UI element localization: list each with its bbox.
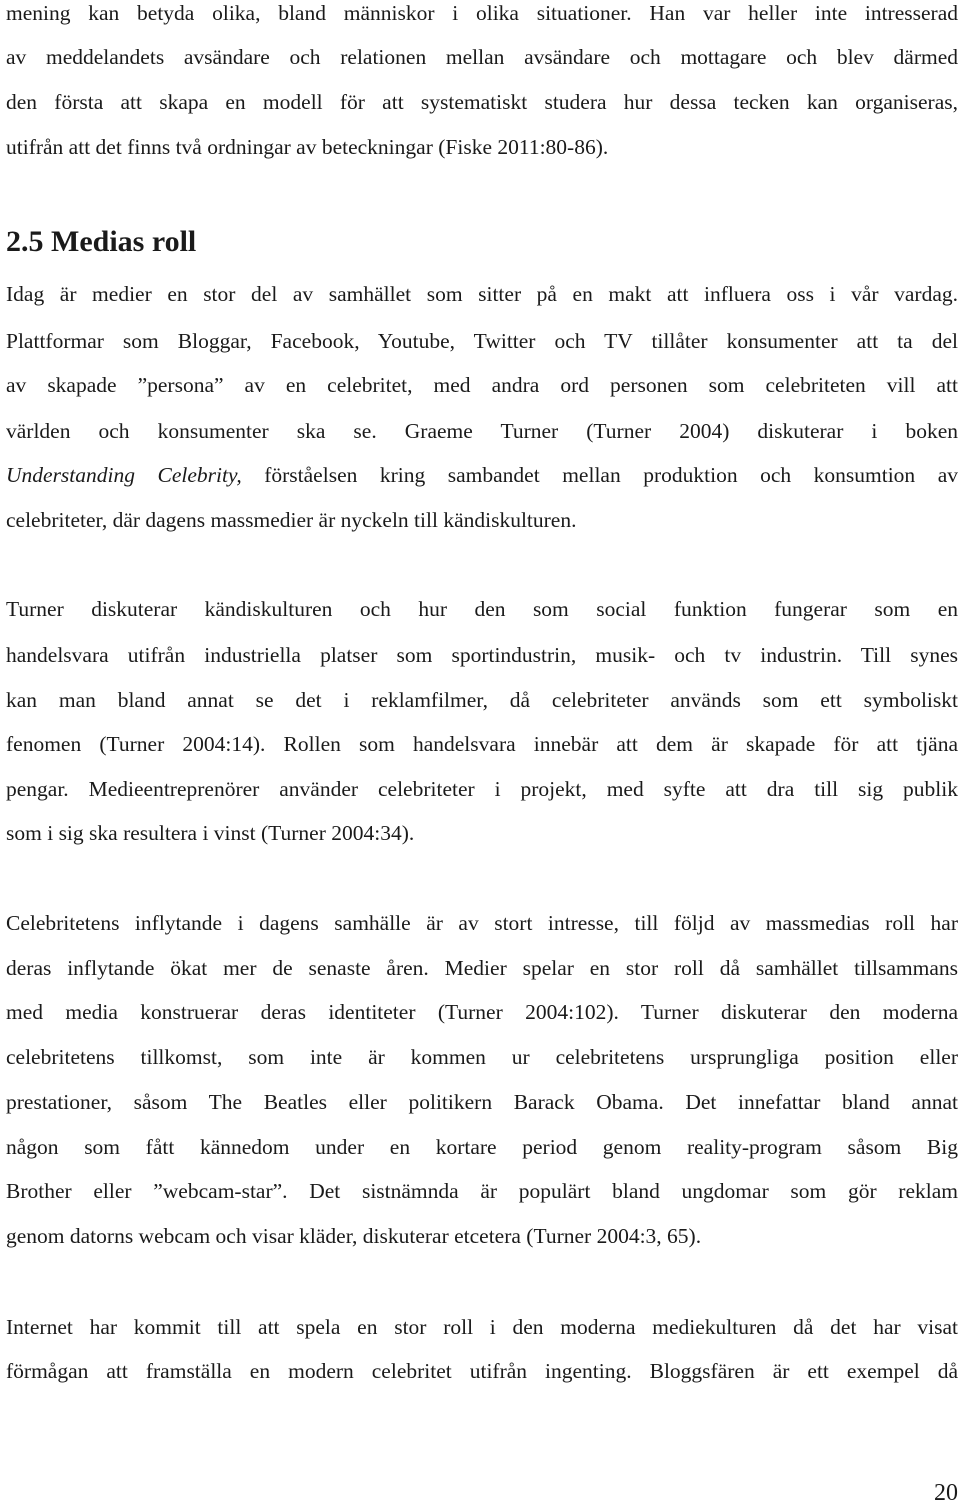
document-page (6, 0, 958, 1504)
text-line: deras inflytande ökat mer de senaste åren. Medier spelar en stor roll då samhället tillsammans (6, 956, 958, 980)
text-line: någon som fått kännedom under en kortare period genom reality-program såsom Big (6, 1135, 958, 1159)
text-line: kan man bland annat se det i reklamfilmer, då celebriteter används som ett symboliskt (6, 688, 958, 712)
text-span: förståelsen kring sambandet mellan produktion och konsumtion av (241, 463, 958, 487)
page-number: 20 (934, 1480, 958, 1506)
text-line: Turner diskuterar kändiskulturen och hur den som social funktion fungerar som en (6, 597, 958, 621)
text-line: Brother eller ”webcam-star”. Det sistnämnda är populärt bland ungdomar som gör reklam (6, 1179, 958, 1203)
text-line: celebritetens tillkomst, som inte är kommen ur celebritetens ursprungliga position eller (6, 1045, 958, 1069)
text-line: Idag är medier en stor del av samhället som sitter på en makt att influera oss i vår vardag. (6, 282, 958, 306)
text-line: Plattformar som Bloggar, Facebook, Youtube, Twitter och TV tillåter konsumenter att ta del (6, 329, 958, 353)
text-line: den första att skapa en modell för att systematiskt studera hur dessa tecken kan organiseras, (6, 90, 958, 114)
text-line: prestationer, såsom The Beatles eller politikern Barack Obama. Det innefattar bland annat (6, 1090, 958, 1114)
text-line-with-book-title (6, 460, 958, 490)
text-line: mening kan betyda olika, bland människor i olika situationer. Han var heller inte intresserad (6, 1, 958, 25)
text-line: handelsvara utifrån industriella platser som sportindustrin, musik- och tv industrin. Till synes (6, 643, 958, 667)
text-line: celebriteter, där dagens massmedier är nyckeln till kändiskulturen. (6, 508, 577, 532)
text-line: som i sig ska resultera i vinst (Turner 2004:34). (6, 821, 415, 845)
text-line: pengar. Medieentreprenörer använder celebriteter i projekt, med syfte att dra till sig publik (6, 777, 958, 801)
text-line: med media konstruerar deras identiteter (Turner 2004:102). Turner diskuterar den moderna (6, 1000, 958, 1024)
text-line: Celebritetens inflytande i dagens samhälle är av stort intresse, till följd av massmedias roll har (6, 911, 958, 935)
book-title: Understanding Celebrity, (6, 463, 242, 487)
text-line: av meddelandets avsändare och relationen mellan avsändare och mottagare och blev därmed (6, 45, 958, 69)
text-line: världen och konsumenter ska se. Graeme Turner (Turner 2004) diskuterar i boken (6, 419, 958, 443)
text-line: Internet har kommit till att spela en stor roll i den moderna mediekulturen då det har visat (6, 1315, 958, 1339)
text-line: förmågan att framställa en modern celebritet utifrån ingenting. Bloggsfären är ett exempel då (6, 1359, 958, 1383)
text-line: fenomen (Turner 2004:14). Rollen som handelsvara innebär att dem är skapade för att tjäna (6, 732, 958, 756)
text-line: genom datorns webcam och visar kläder, diskuterar etcetera (Turner 2004:3, 65). (6, 1224, 702, 1248)
text-line: av skapade ”persona” av en celebritet, med andra ord personen som celebriteten vill att (6, 373, 958, 397)
text-line: utifrån att det finns två ordningar av beteckningar (Fiske 2011:80-86). (6, 135, 609, 159)
section-heading: 2.5 Medias roll (6, 225, 197, 258)
